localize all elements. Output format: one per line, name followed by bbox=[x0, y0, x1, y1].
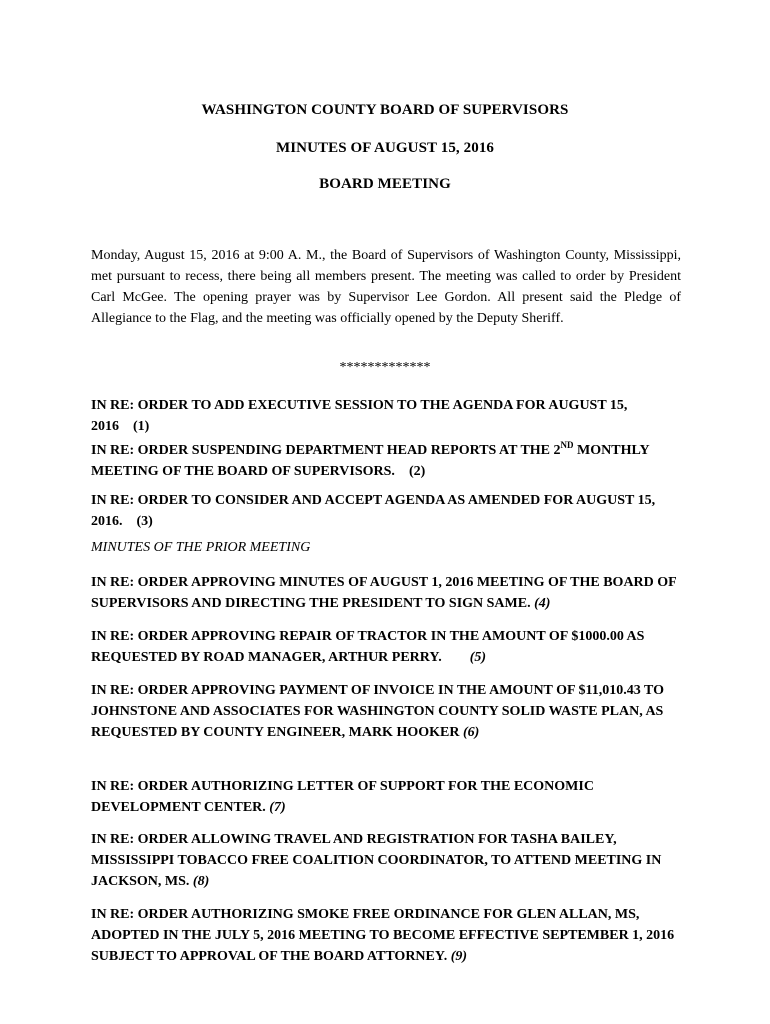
agenda-item-number: (9) bbox=[450, 949, 468, 964]
agenda-item-number: (6) bbox=[462, 725, 480, 740]
agenda-item-3 bbox=[91, 490, 681, 532]
document-title: WASHINGTON COUNTY BOARD OF SUPERVISORS bbox=[201, 102, 569, 118]
agenda-item-text: IN RE: ORDER ALLOWING TRAVEL AND REGISTRATION FOR TASHA BAILEY, MISSISSIPPI TOBACCO FREE COALITION COORDINATOR, TO ATTEND MEETING IN JACKSON, MS. bbox=[91, 832, 662, 889]
agenda-item-text-continued: MONTHLY MEETING OF THE BOARD OF SUPERVISORS. bbox=[91, 443, 650, 479]
agenda-item-7 bbox=[91, 776, 681, 818]
agenda-item-1 bbox=[91, 395, 681, 437]
agenda-item-text: IN RE: ORDER APPROVING MINUTES OF AUGUST 1, 2016 MEETING OF THE BOARD OF SUPERVISORS AND DIRECTING THE PRESIDENT TO SIGN SAME. bbox=[91, 575, 677, 611]
ordinal-superscript: ND bbox=[560, 440, 574, 450]
agenda-item-text: IN RE: ORDER APPROVING REPAIR OF TRACTOR IN THE AMOUNT OF $1000.00 AS REQUESTED BY ROAD MANAGER, ARTHUR PERRY. bbox=[91, 629, 645, 665]
agenda-item-number: (4) bbox=[534, 596, 551, 611]
agenda-item-number: (5) bbox=[469, 650, 487, 665]
agenda-item-number: (7) bbox=[269, 800, 286, 815]
document-subtitle: MINUTES OF AUGUST 15, 2016 bbox=[275, 140, 495, 156]
agenda-item-2 bbox=[91, 440, 681, 482]
meeting-type: BOARD MEETING bbox=[319, 176, 451, 192]
agenda-item-text: IN RE: ORDER AUTHORIZING SMOKE FREE ORDINANCE FOR GLEN ALLAN, MS, ADOPTED IN THE JULY 5, 2016 MEETING TO BECOME EFFECTIVE SEPTEMBER 1, 2016 SUBJECT TO APPROVAL OF THE BOARD ATTORNEY. bbox=[91, 907, 675, 964]
agenda-item-8 bbox=[91, 829, 681, 892]
intro-paragraph: Monday, August 15, 2016 at 9:00 A. M., the Board of Supervisors of Washington County, Mississippi, met pursuant to recess, there being all members present. The meeting was called to order by President Carl McGee. The opening prayer was by Supervisor Lee Gordon. All present said the Pledge of Allegiance to the Flag, and the meeting was officially opened by the Deputy Sheriff. bbox=[91, 248, 681, 326]
agenda-item-number: (1) bbox=[133, 419, 150, 434]
agenda-item-number: (3) bbox=[136, 514, 153, 529]
agenda-item-4 bbox=[91, 572, 681, 614]
agenda-item-text: IN RE: ORDER SUSPENDING DEPARTMENT HEAD REPORTS AT THE 2 bbox=[91, 443, 561, 458]
agenda-item-5 bbox=[91, 626, 681, 668]
agenda-item-text: IN RE: ORDER TO CONSIDER AND ACCEPT AGENDA AS AMENDED FOR AUGUST 15, 2016. bbox=[91, 493, 656, 529]
agenda-item-text: IN RE: ORDER AUTHORIZING LETTER OF SUPPORT FOR THE ECONOMIC DEVELOPMENT CENTER. bbox=[91, 779, 594, 815]
agenda-item-number: (8) bbox=[192, 874, 210, 889]
section-label: MINUTES OF THE PRIOR MEETING bbox=[91, 540, 311, 555]
agenda-item-text: IN RE: ORDER APPROVING PAYMENT OF INVOICE IN THE AMOUNT OF $11,010.43 TO JOHNSTONE AND ASSOCIATES FOR WASHINGTON COUNTY SOLID WASTE PLAN, AS REQUESTED BY COUNTY ENGINEER, MARK HOOKER bbox=[91, 683, 665, 740]
separator: ************* bbox=[339, 360, 431, 375]
agenda-item-9 bbox=[91, 904, 681, 967]
agenda-item-number: (2) bbox=[408, 464, 426, 479]
agenda-item-6 bbox=[91, 680, 681, 743]
agenda-item-text: IN RE: ORDER TO ADD EXECUTIVE SESSION TO THE AGENDA FOR AUGUST 15, 2016 bbox=[91, 398, 628, 434]
